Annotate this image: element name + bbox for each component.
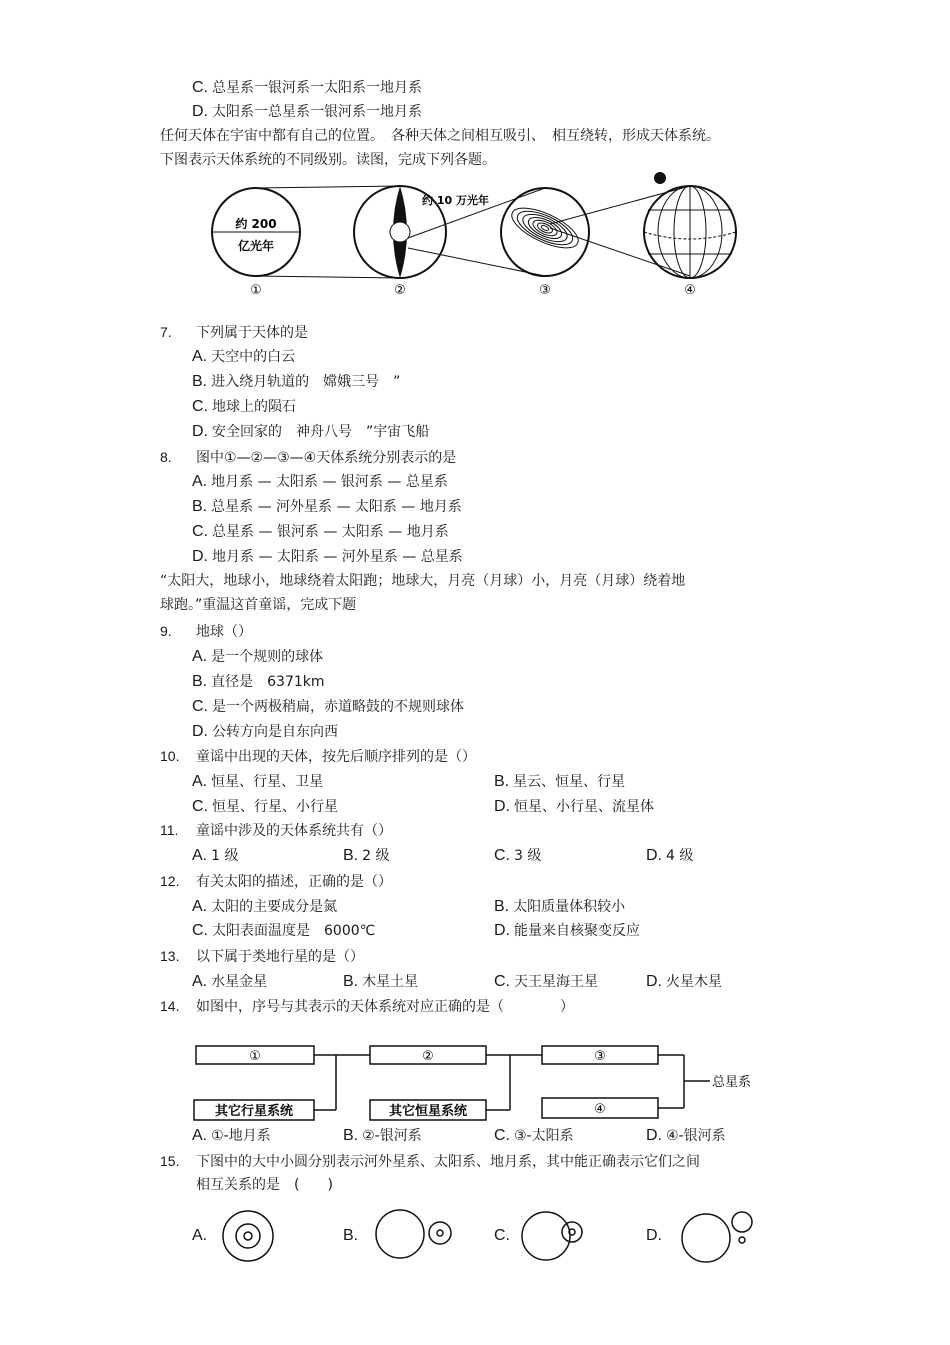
q14-option-b[interactable]: B. ②-银河系 — [343, 1127, 422, 1144]
q14-option-d[interactable]: D. ④-银河系 — [646, 1127, 726, 1144]
q11-option-c[interactable]: C. 3 级 — [494, 847, 542, 864]
figure1-label-2: ② — [394, 283, 406, 298]
nursery-rhyme-line-2: 球跑。”重温这首童谣，完成下题 — [160, 597, 357, 613]
q9-option-c[interactable]: C. 是一个两极稍扁，赤道略鼓的不规则球体 — [192, 698, 464, 715]
q15-option-a-label[interactable]: A. — [192, 1227, 208, 1244]
q8-option-b[interactable]: B. 总星系 — 河外星系 — 太阳系 — 地月系 — [192, 498, 462, 515]
diagram-other-planet-system: 其它行星系统 — [214, 1104, 294, 1119]
intro-text-line-1: 任何天体在宇宙中都有自己的位置。 各种天体之间相互吸引、 相互绕转，形成天体系统。 — [160, 128, 720, 144]
q9-option-a[interactable]: A. 是一个规则的球体 — [192, 648, 324, 665]
q9-option-d[interactable]: D. 公转方向是自东向西 — [192, 723, 338, 740]
question-14: 14. 如图中，序号与其表示的天体系统对应正确的是（ ） — [160, 998, 574, 1015]
question-15-line-2: 相互关系的是 ( ) — [196, 1177, 333, 1193]
q10-option-a[interactable]: A. 恒星、行星、卫星 — [192, 773, 324, 790]
question-9: 9. 地球（） — [160, 623, 252, 640]
q9-option-b[interactable]: B. 直径是 6371km — [192, 673, 325, 690]
q8-option-d[interactable]: D. 地月系 — 太阳系 — 河外星系 — 总星系 — [192, 548, 463, 565]
q15-option-c-label[interactable]: C. — [494, 1227, 510, 1244]
q12-option-b[interactable]: B. 太阳质量体积较小 — [494, 898, 626, 915]
q14-option-a[interactable]: A. ①-地月系 — [192, 1127, 271, 1144]
q13-option-b[interactable]: B. 木星土星 — [343, 973, 419, 990]
q12-option-c[interactable]: C. 太阳表面温度是 6000℃ — [192, 922, 376, 939]
question-13: 13. 以下属于类地行星的是（） — [160, 948, 364, 965]
q12-option-a[interactable]: A. 太阳的主要成分是氮 — [192, 898, 338, 915]
question-12: 12. 有关太阳的描述，正确的是（） — [160, 873, 392, 890]
question-10: 10. 童谣中出现的天体，按先后顺序排列的是（） — [160, 748, 476, 765]
q10-option-c[interactable]: C. 恒星、行星、小行星 — [192, 798, 338, 815]
q7-option-a[interactable]: A. 天空中的白云 — [192, 348, 296, 365]
option-d-previous: D. 太阳系一总星系一银河系一地月系 — [192, 103, 422, 120]
q13-option-c[interactable]: C. 天王星海王星 — [494, 973, 598, 990]
q13-option-d[interactable]: D. 火星木星 — [646, 973, 722, 990]
circle1-label-bottom: 亿光年 — [237, 239, 275, 253]
circle1-label-top: 约 200 — [235, 217, 277, 231]
celestial-system-hierarchy-diagram — [190, 1040, 770, 1126]
figure1-label-3: ③ — [539, 283, 551, 298]
circle2-label: 约 10 万光年 — [422, 194, 489, 207]
q15-option-b-label[interactable]: B. — [343, 1227, 359, 1244]
diagram-box-1: ① — [249, 1049, 261, 1064]
q15-option-b-circles[interactable] — [372, 1206, 456, 1262]
celestial-system-levels-figure — [200, 168, 760, 300]
diagram-other-star-system: 其它恒星系统 — [388, 1104, 468, 1119]
q15-option-d-circles[interactable] — [676, 1206, 760, 1264]
q10-option-b[interactable]: B. 星云、恒星、行星 — [494, 773, 626, 790]
q11-option-b[interactable]: B. 2 级 — [343, 847, 390, 864]
q8-option-c[interactable]: C. 总星系 — 银河系 — 太阳系 — 地月系 — [192, 523, 449, 540]
q13-option-a[interactable]: A. 水星金星 — [192, 973, 268, 990]
option-c-previous: C. 总星系一银河系一太阳系一地月系 — [192, 79, 422, 96]
q14-option-c[interactable]: C. ③-太阳系 — [494, 1127, 574, 1144]
q10-option-d[interactable]: D. 恒星、小行星、流星体 — [494, 798, 654, 815]
question-11: 11. 童谣中涉及的天体系统共有（） — [160, 822, 392, 839]
q11-option-d[interactable]: D. 4 级 — [646, 847, 694, 864]
diagram-box-3: ③ — [594, 1049, 606, 1064]
question-7: 7. 下列属于天体的是 — [160, 324, 308, 341]
figure1-label-4: ④ — [684, 283, 696, 298]
q15-option-c-circles[interactable] — [520, 1206, 590, 1262]
diagram-total-galaxy: 总星系 — [712, 1075, 752, 1090]
intro-text-line-2: 下图表示天体系统的不同级别。读图，完成下列各题。 — [160, 152, 496, 168]
figure1-label-1: ① — [250, 283, 262, 298]
nursery-rhyme-line-1: “太阳大，地球小，地球绕着太阳跑；地球大，月亮（月球）小，月亮（月球）绕着地 — [160, 573, 686, 589]
q15-option-d-label[interactable]: D. — [646, 1227, 662, 1244]
q7-option-d[interactable]: D. 安全回家的 神舟八号 ”宇宙飞船 — [192, 423, 430, 440]
q7-option-c[interactable]: C. 地球上的陨石 — [192, 398, 296, 415]
q11-option-a[interactable]: A. 1 级 — [192, 847, 239, 864]
diagram-box-2: ② — [422, 1049, 434, 1064]
question-8: 8. 图中①—②—③—④天体系统分别表示的是 — [160, 449, 457, 466]
q8-option-a[interactable]: A. 地月系 — 太阳系 — 银河系 — 总星系 — [192, 473, 448, 490]
q7-option-b[interactable]: B. 进入绕月轨道的 嫦娥三号 ” — [192, 373, 401, 390]
question-15: 15. 下图中的大中小圆分别表示河外星系、太阳系、地月系，其中能正确表示它们之间 — [160, 1153, 700, 1170]
q12-option-d[interactable]: D. 能量来自核聚变反应 — [494, 922, 640, 939]
diagram-box-4: ④ — [594, 1102, 606, 1117]
q15-option-a-circles[interactable] — [220, 1208, 276, 1264]
